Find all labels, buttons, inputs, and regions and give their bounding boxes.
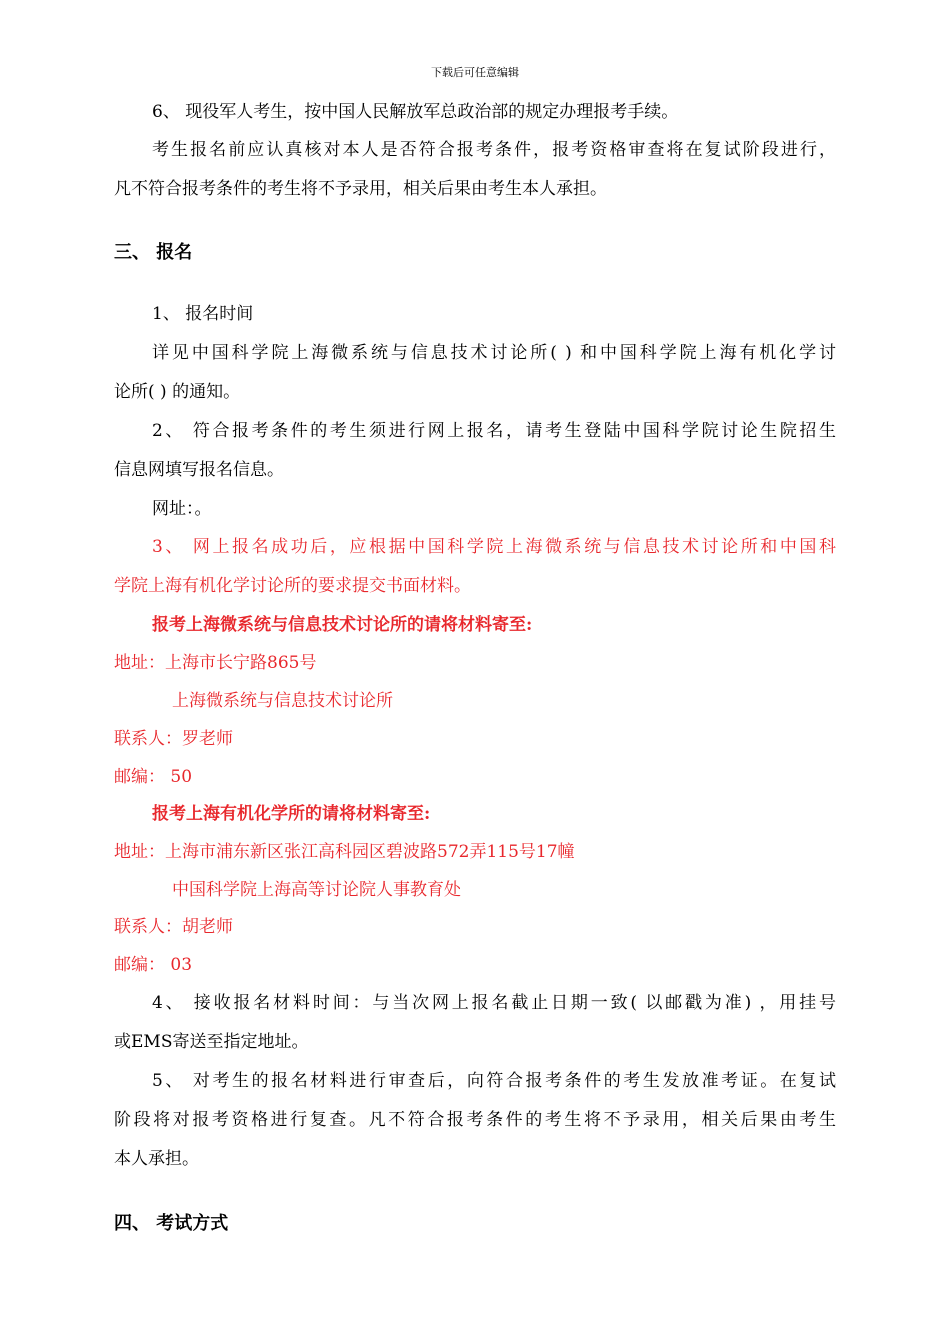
inst2-contact: 联系人：胡老师	[114, 917, 233, 937]
page-header: 下载后可任意编辑	[431, 66, 519, 79]
paragraph-military: 6、 现役军人考生，按中国人民解放军总政治部的规定办理报考手续。	[152, 102, 679, 122]
item-receive-line1: 4、 接收报名材料时间：与当次网上报名截止日期一致( 以邮戳为准) ，用挂号	[152, 993, 836, 1013]
inst2-address: 地址：上海市浦东新区张江高科园区碧波路572弄115号17幢	[114, 842, 575, 862]
item-materials-line1: 3、 网上报名成功后，应根据中国科学院上海微系统与信息技术讨论所和中国科	[152, 537, 836, 557]
item-time-detail-line2: 论所( ) 的通知。	[114, 382, 241, 402]
paragraph-verify-line1: 考生报名前应认真核对本人是否符合报考条件，报考资格审查将在复试阶段进行，	[152, 140, 836, 160]
inst1-title: 报考上海微系统与信息技术讨论所的请将材料寄至:	[152, 615, 533, 635]
inst1-address-line2: 上海微系统与信息技术讨论所	[172, 691, 393, 711]
inst2-title: 报考上海有机化学所的请将材料寄至:	[152, 804, 431, 824]
item-materials-line2: 学院上海有机化学讨论所的要求提交书面材料。	[114, 576, 471, 596]
item-online-line1: 2、 符合报考条件的考生须进行网上报名，请考生登陆中国科学院讨论生院招生	[152, 421, 836, 441]
item-registration-time: 1、 报名时间	[152, 304, 254, 324]
item-online-line2: 信息网填写报名信息。	[114, 460, 284, 480]
item-review-line1: 5、 对考生的报名材料进行审查后，向符合报考条件的考生发放准考证。在复试	[152, 1071, 836, 1091]
inst1-address: 地址：上海市长宁路865号	[114, 653, 317, 673]
inst1-postcode: 邮编： 50	[114, 767, 193, 787]
inst2-address-line2: 中国科学院上海高等讨论院人事教育处	[172, 880, 461, 900]
item-website: 网址：。	[152, 499, 212, 519]
inst1-contact: 联系人：罗老师	[114, 729, 233, 749]
item-time-detail-line1: 详见中国科学院上海微系统与信息技术讨论所( ) 和中国科学院上海有机化学讨	[152, 343, 836, 363]
item-review-line3: 本人承担。	[114, 1149, 199, 1169]
paragraph-verify-line2: 凡不符合报考条件的考生将不予录用，相关后果由考生本人承担。	[114, 179, 607, 199]
item-receive-line2: 或EMS寄送至指定地址。	[114, 1032, 309, 1052]
inst2-postcode: 邮编： 03	[114, 955, 193, 975]
section-heading-exam-method: 四、 考试方式	[114, 1213, 229, 1234]
section-heading-registration: 三、 报名	[114, 242, 193, 263]
item-review-line2: 阶段将对报考资格进行复查。凡不符合报考条件的考生将不予录用，相关后果由考生	[114, 1110, 836, 1130]
